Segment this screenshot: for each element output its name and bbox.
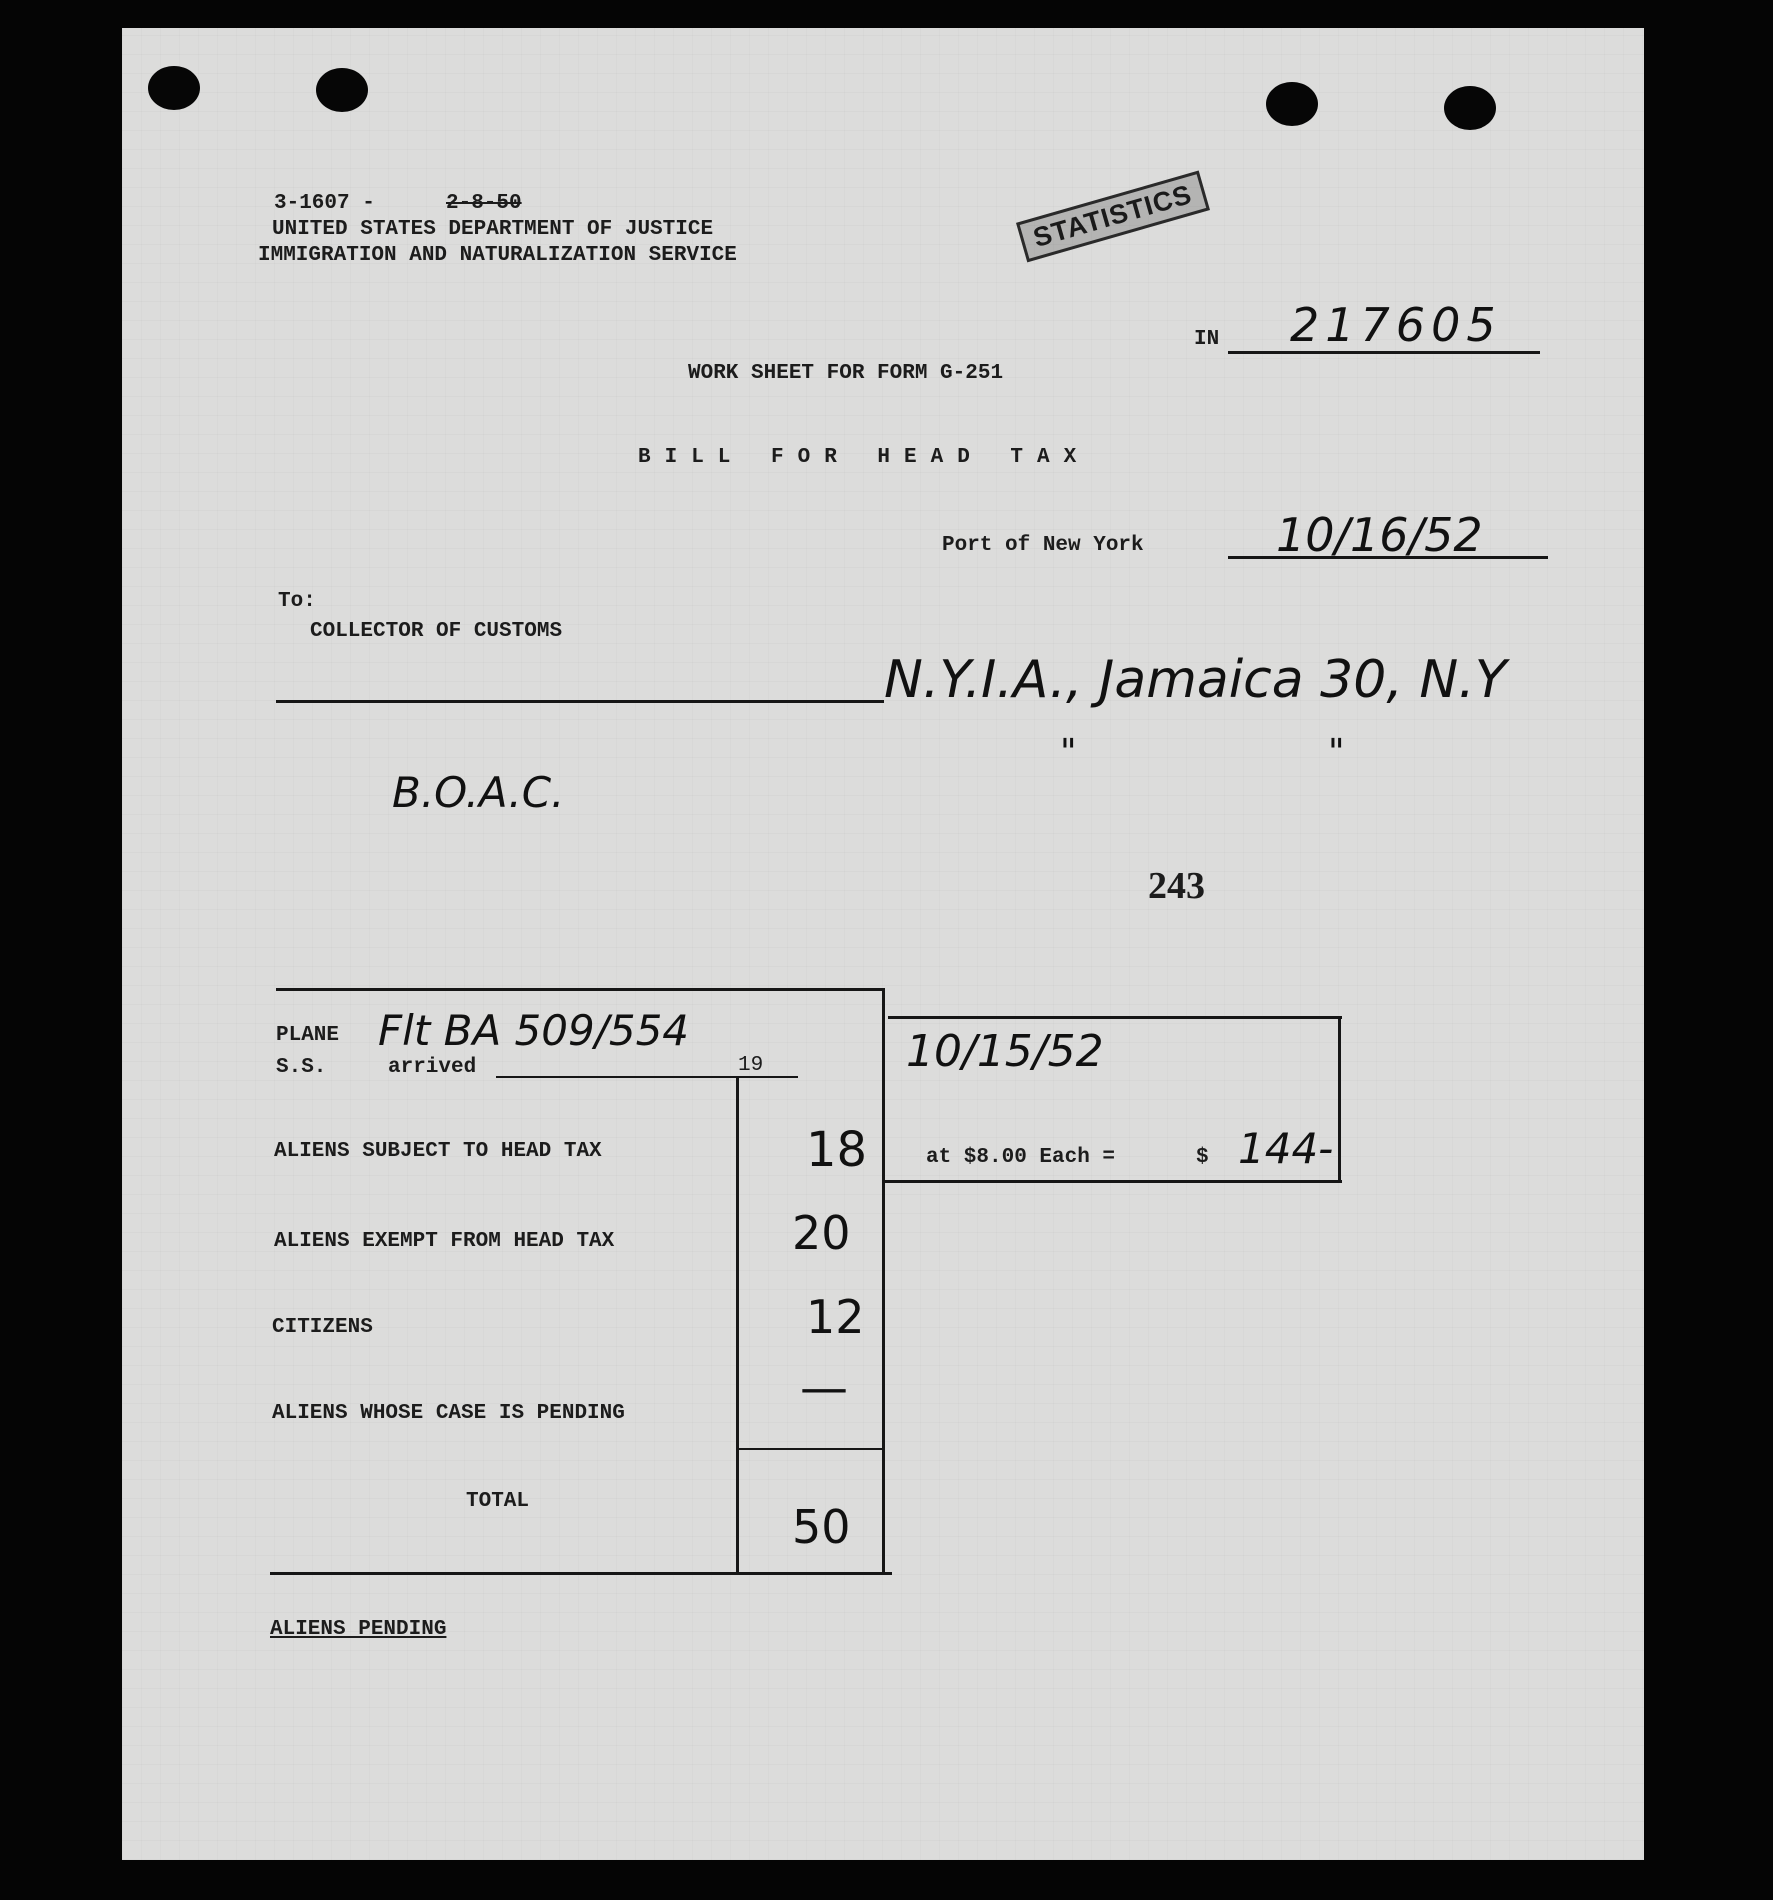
airline-name: B.O.A.C. xyxy=(392,768,565,817)
in-number: 217605 xyxy=(1290,298,1502,352)
row-count-pending: — xyxy=(800,1360,848,1416)
to-label: To: xyxy=(278,590,316,613)
plane-label: PLANE xyxy=(276,1024,340,1047)
punch-hole xyxy=(1444,86,1496,130)
rate-box-top xyxy=(888,1016,1342,1019)
dollar-sign: $ xyxy=(1196,1146,1209,1169)
port-label: Port of New York xyxy=(942,534,1144,557)
flight-number: Flt BA 509/554 xyxy=(378,1006,690,1055)
worksheet-title: WORK SHEET FOR FORM G-251 xyxy=(688,362,1004,385)
ss-label: S.S. xyxy=(276,1056,327,1079)
form-revision-date: 2-8-50 xyxy=(446,192,522,215)
sheet-number: 243 xyxy=(1148,865,1205,907)
punch-hole xyxy=(1266,82,1318,126)
arrival-date: 10/15/52 xyxy=(906,1026,1104,1077)
department-name: UNITED STATES DEPARTMENT OF JUSTICE xyxy=(272,218,714,241)
total-divider-line xyxy=(738,1448,884,1450)
collector-label: COLLECTOR OF CUSTOMS xyxy=(310,620,563,643)
collector-line xyxy=(276,700,884,703)
airport-address: N.Y.I.A., Jamaica 30, N.Y xyxy=(884,650,1507,710)
row-label-citizens: CITIZENS xyxy=(272,1316,373,1339)
aliens-pending-heading: ALIENS PENDING xyxy=(270,1618,447,1641)
row-label-exempt: ALIENS EXEMPT FROM HEAD TAX xyxy=(274,1230,615,1253)
statistics-stamp: STATISTICS xyxy=(1016,171,1209,263)
bill-title: BILL FOR HEAD TAX xyxy=(638,446,1091,469)
row-label-subject: ALIENS SUBJECT TO HEAD TAX xyxy=(274,1140,602,1163)
rate-box-right xyxy=(1338,1016,1341,1182)
count-column-left-border xyxy=(736,1076,739,1574)
arrived-label: arrived xyxy=(388,1056,477,1079)
total-count: 50 xyxy=(792,1500,851,1554)
total-label: TOTAL xyxy=(466,1490,530,1513)
punch-hole xyxy=(316,68,368,112)
row-count-citizens: 12 xyxy=(806,1290,865,1344)
year-prefix: 19 xyxy=(738,1054,764,1077)
table-top-line xyxy=(276,988,884,991)
service-name: IMMIGRATION AND NATURALIZATION SERVICE xyxy=(258,244,737,267)
rate-label: at $8.00 Each = xyxy=(926,1146,1116,1169)
tax-amount: 144- xyxy=(1238,1124,1334,1173)
rate-box-bottom xyxy=(884,1180,1342,1183)
table-right-border xyxy=(882,988,885,1574)
row-label-pending: ALIENS WHOSE CASE IS PENDING xyxy=(272,1402,625,1425)
row-count-exempt: 20 xyxy=(792,1206,851,1260)
ditto-marks: " " xyxy=(1060,732,1465,773)
table-bottom-line xyxy=(270,1572,892,1575)
punch-hole xyxy=(148,66,200,110)
bill-date: 10/16/52 xyxy=(1276,508,1483,562)
in-label: IN xyxy=(1194,328,1220,351)
form-number: 3-1607 - xyxy=(274,192,375,215)
row-count-subject: 18 xyxy=(806,1122,868,1178)
